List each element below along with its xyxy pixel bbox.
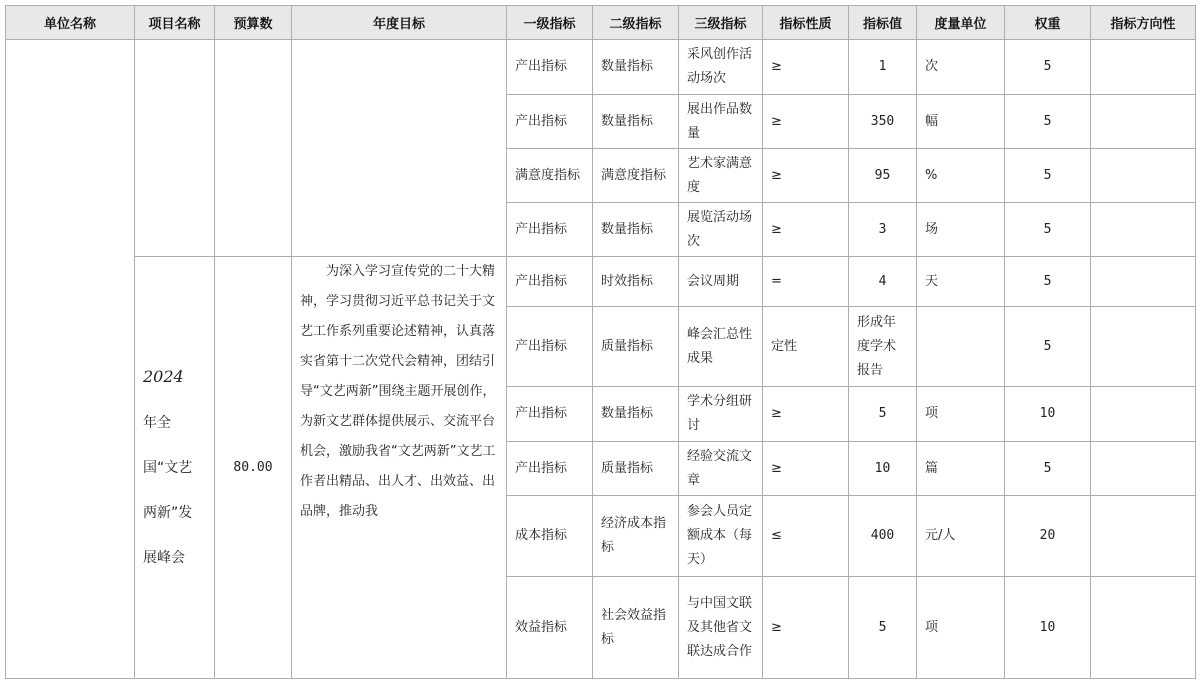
cell-level2: 数量指标 [593, 95, 679, 149]
cell-level1: 产出指标 [507, 203, 593, 257]
cell-direction [1091, 257, 1196, 307]
header-weight: 权重 [1005, 6, 1091, 40]
cell-level2: 数量指标 [593, 387, 679, 442]
cell-level1: 产出指标 [507, 442, 593, 496]
cell-weight: 5 [1005, 257, 1091, 307]
cell-unit: 场 [917, 203, 1005, 257]
table-row [6, 257, 1196, 307]
cell-level1: 成本指标 [507, 496, 593, 577]
cell-level1: 产出指标 [507, 257, 593, 307]
project-name-cell [135, 257, 215, 679]
cell-value: 形成年度学术报告 [849, 307, 917, 387]
header-unit-name: 单位名称 [6, 6, 135, 40]
cell-unit: 篇 [917, 442, 1005, 496]
annual-goal-cell [292, 257, 507, 679]
cell-level3: 艺术家满意度 [679, 149, 763, 203]
header-unit: 度量单位 [917, 6, 1005, 40]
unit-name-cell [6, 40, 135, 679]
cell-nature: ≥ [763, 577, 849, 679]
cell-nature: 定性 [763, 307, 849, 387]
cell-level1: 效益指标 [507, 577, 593, 679]
cell-direction [1091, 149, 1196, 203]
cell-direction [1091, 95, 1196, 149]
cell-nature: ≥ [763, 442, 849, 496]
cell-level1: 满意度指标 [507, 149, 593, 203]
cell-level3: 展出作品数量 [679, 95, 763, 149]
header-annual-goal: 年度目标 [292, 6, 507, 40]
cell-value: 1 [849, 40, 917, 95]
cell-value: 10 [849, 442, 917, 496]
cell-nature: ≥ [763, 95, 849, 149]
cell-level1: 产出指标 [507, 40, 593, 95]
cell-unit: 天 [917, 257, 1005, 307]
cell-value: 5 [849, 577, 917, 679]
cell-nature: ≥ [763, 387, 849, 442]
cell-value: 4 [849, 257, 917, 307]
table-row [6, 40, 1196, 95]
cell-weight: 10 [1005, 577, 1091, 679]
cell-level2: 满意度指标 [593, 149, 679, 203]
cell-unit: 幅 [917, 95, 1005, 149]
cell-level2: 质量指标 [593, 442, 679, 496]
cell-unit: 元/人 [917, 496, 1005, 577]
cell-unit [917, 307, 1005, 387]
cell-weight: 10 [1005, 387, 1091, 442]
prev-project-name-cell [135, 40, 215, 257]
header-row [6, 6, 1196, 40]
cell-level1: 产出指标 [507, 307, 593, 387]
cell-weight: 5 [1005, 40, 1091, 95]
performance-indicator-table [5, 5, 1196, 679]
cell-direction [1091, 577, 1196, 679]
header-nature: 指标性质 [763, 6, 849, 40]
cell-nature: = [763, 257, 849, 307]
cell-direction [1091, 203, 1196, 257]
cell-nature: ≥ [763, 40, 849, 95]
cell-direction [1091, 40, 1196, 95]
budget-cell: 80.00 [215, 257, 292, 679]
cell-weight: 5 [1005, 95, 1091, 149]
cell-value: 5 [849, 387, 917, 442]
cell-unit: 项 [917, 577, 1005, 679]
cell-value: 3 [849, 203, 917, 257]
cell-level2: 质量指标 [593, 307, 679, 387]
cell-nature: ≥ [763, 149, 849, 203]
cell-weight: 5 [1005, 203, 1091, 257]
cell-nature: ≤ [763, 496, 849, 577]
prev-budget-cell [215, 40, 292, 257]
annual-goal-text: 为深入学习宣传党的二十大精神，学习贯彻习近平总书记关于文艺工作系列重要论述精神，认真落实省第十二次党代会精神，团结引导“文艺两新”围绕主题开展创作，为新文艺群体提供展示、交流平台机会，激励我省“文艺两新”文艺工作者出精品、出人才、出效益、出品牌，推动我 [300, 264, 496, 519]
cell-level3: 学术分组研讨 [679, 387, 763, 442]
cell-level2: 数量指标 [593, 203, 679, 257]
cell-level1: 产出指标 [507, 95, 593, 149]
cell-direction [1091, 307, 1196, 387]
header-level3: 三级指标 [679, 6, 763, 40]
cell-unit: 次 [917, 40, 1005, 95]
cell-weight: 5 [1005, 442, 1091, 496]
cell-weight: 5 [1005, 307, 1091, 387]
cell-level3: 与中国文联及其他省文联达成合作 [679, 577, 763, 679]
cell-unit: 项 [917, 387, 1005, 442]
header-project-name: 项目名称 [135, 6, 215, 40]
cell-value: 95 [849, 149, 917, 203]
cell-unit: % [917, 149, 1005, 203]
cell-level2: 时效指标 [593, 257, 679, 307]
cell-level2: 社会效益指标 [593, 577, 679, 679]
project-name-text: 年全国“文艺两新”发展峰会 [143, 415, 193, 566]
cell-value: 400 [849, 496, 917, 577]
cell-weight: 5 [1005, 149, 1091, 203]
cell-level3: 采风创作活动场次 [679, 40, 763, 95]
cell-direction [1091, 496, 1196, 577]
header-level1: 一级指标 [507, 6, 593, 40]
header-value: 指标值 [849, 6, 917, 40]
cell-level3: 峰会汇总性成果 [679, 307, 763, 387]
prev-goal-cell [292, 40, 507, 257]
cell-level2: 经济成本指标 [593, 496, 679, 577]
cell-level3: 经验交流文章 [679, 442, 763, 496]
project-year: 2024 [143, 367, 184, 386]
cell-level2: 数量指标 [593, 40, 679, 95]
cell-level3: 会议周期 [679, 257, 763, 307]
header-level2: 二级指标 [593, 6, 679, 40]
cell-level3: 展览活动场次 [679, 203, 763, 257]
cell-level3: 参会人员定额成本（每天） [679, 496, 763, 577]
header-direction: 指标方向性 [1091, 6, 1196, 40]
cell-direction [1091, 387, 1196, 442]
cell-weight: 20 [1005, 496, 1091, 577]
cell-nature: ≥ [763, 203, 849, 257]
header-budget: 预算数 [215, 6, 292, 40]
cell-direction [1091, 442, 1196, 496]
cell-value: 350 [849, 95, 917, 149]
cell-level1: 产出指标 [507, 387, 593, 442]
